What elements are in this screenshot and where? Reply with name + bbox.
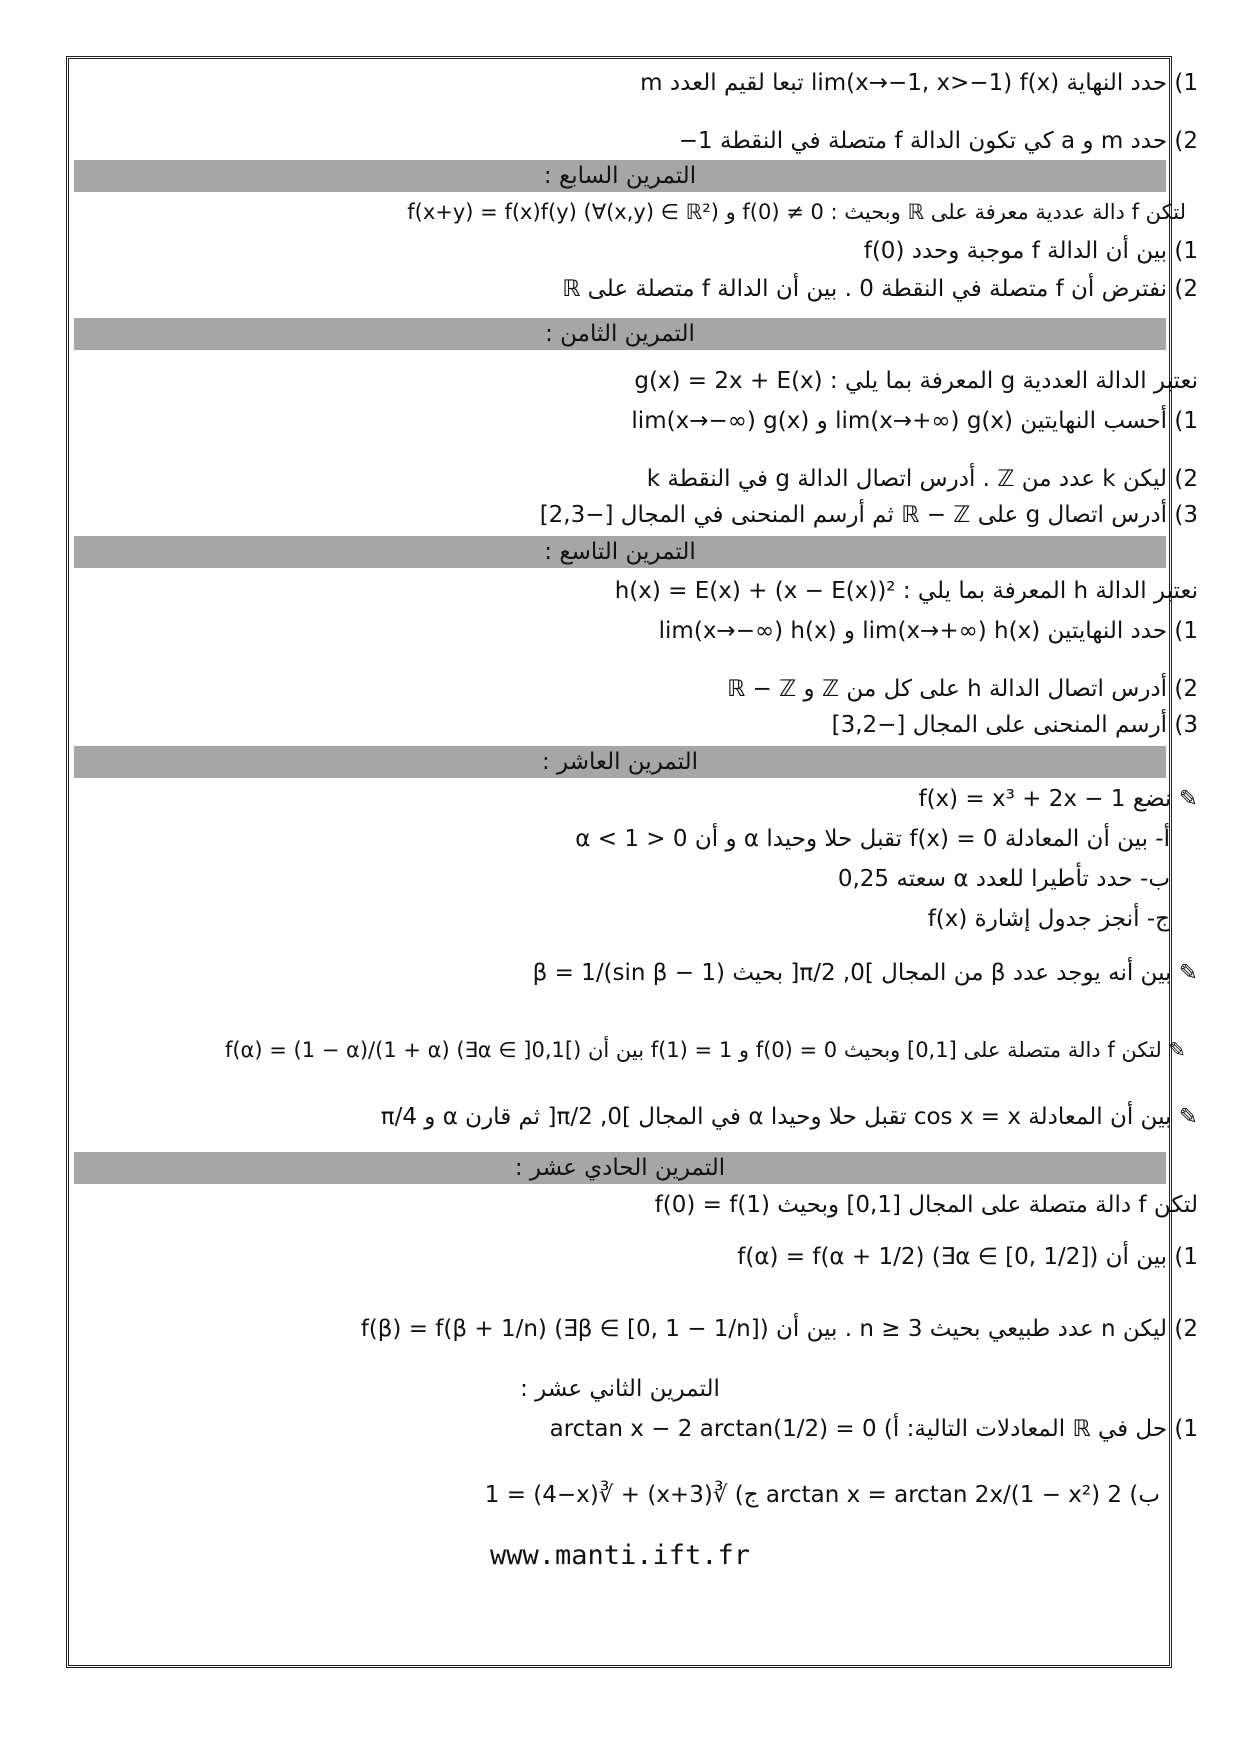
exercise-7-q2: 2) نفترض أن f متصلة في النقطة 0 . بين أن الدالة f متصلة على ℝ bbox=[562, 276, 1198, 302]
exercise-11-q1: 1) بين أن f(α) = f(α + 1/2) (∃α ∈ [0, 1/2]) bbox=[737, 1244, 1198, 1270]
exercise-11-title: التمرين الحادي عشر : bbox=[514, 1155, 726, 1181]
exercise-7-statement: لتكن f دالة عددية معرفة على ℝ وبحيث : f(0) ≠ 0 و f(x+y) = f(x)f(y) (∀(x,y) ∈ ℝ²) bbox=[407, 200, 1186, 224]
exercise-10-part3: ✎ لتكن f دالة متصلة على [0,1] وبحيث f(0) = 0 و f(1) = 1 بين أن f(α) = (1 − α)/(1 + α) (∃α ∈ ]0,1[) bbox=[224, 1038, 1186, 1062]
exercise-8-q3: 3) أدرس اتصال g على ℝ − ℤ ثم أرسم المنحنى في المجال [−2,3] bbox=[539, 502, 1198, 528]
exercise-11-q2: 2) ليكن n عدد طبيعي بحيث n ≥ 3 . بين أن f(β) = f(β + 1/n) (∃β ∈ [0, 1 − 1/n]) bbox=[360, 1316, 1198, 1342]
exercise-12-title: التمرين الثاني عشر : bbox=[520, 1376, 720, 1402]
exercise-8-statement: نعتبر الدالة العددية g المعرفة بما يلي : g(x) = 2x + E(x) bbox=[634, 368, 1198, 394]
exercise-10-part1: ✎ نضع f(x) = x³ + 2x − 1 bbox=[918, 786, 1198, 812]
exercise-6-q1: 1) حدد النهاية lim(x→−1, x>−1) f(x) تبعا لقيم العدد m bbox=[640, 70, 1198, 96]
exercise-7-header-bar bbox=[74, 160, 1166, 192]
exercise-12-q1-bc: ب) 2 arctan x = arctan 2x/(1 − x²) ج) ∛(x+3) + ∛(4−x) = 1 bbox=[484, 1482, 1160, 1508]
exercise-8-q2: 2) ليكن k عدد من ℤ . أدرس اتصال الدالة g في النقطة k bbox=[646, 466, 1198, 492]
exercise-8-header-bar bbox=[74, 318, 1166, 350]
exercise-12-q1: 1) حل في ℝ المعادلات التالية: أ) arctan x − 2 arctan(1/2) = 0 bbox=[549, 1416, 1198, 1442]
website-url[interactable]: www.manti.ift.fr bbox=[489, 1540, 751, 1571]
exercise-9-header-bar bbox=[74, 536, 1166, 568]
exercise-11-statement: لتكن f دالة متصلة على المجال [0,1] وبحيث f(0) = f(1) bbox=[654, 1192, 1198, 1218]
exercise-9-q1: 1) حدد النهايتين lim(x→+∞) h(x) و lim(x→−∞) h(x) bbox=[658, 618, 1198, 644]
exercise-9-title: التمرين التاسع : bbox=[544, 539, 696, 565]
exercise-6-q2: 2) حدد m و a كي تكون الدالة f متصلة في النقطة 1− bbox=[678, 128, 1198, 154]
exercise-10-part2: ✎ بين أنه يوجد عدد β من المجال ]0, π/2[ بحيث (1 − sin β)/β = 1 bbox=[532, 960, 1198, 986]
exercise-10-title: التمرين العاشر : bbox=[541, 749, 699, 775]
exercise-8-q1: 1) أحسب النهايتين lim(x→+∞) g(x) و lim(x→−∞) g(x) bbox=[631, 408, 1198, 434]
exercise-8-title: التمرين الثامن : bbox=[545, 321, 695, 347]
exercise-10-header-bar bbox=[74, 746, 1166, 778]
exercise-9-q2: 2) أدرس اتصال الدالة h على كل من ℤ و ℝ − ℤ bbox=[727, 676, 1198, 702]
exercise-9-q3: 3) أرسم المنحنى على المجال [−3,2] bbox=[831, 712, 1198, 738]
exercise-9-statement: نعتبر الدالة h المعرفة بما يلي : h(x) = E(x) + (x − E(x))² bbox=[614, 578, 1198, 604]
exercise-10-part1-c: ج- أنجز جدول إشارة f(x) bbox=[927, 906, 1170, 932]
exercise-10-part1-b: ب- حدد تأطيرا للعدد α سعته 0,25 bbox=[837, 866, 1170, 892]
exercise-11-header-bar bbox=[74, 1152, 1166, 1184]
exercise-7-q1: 1) بين أن الدالة f موجبة وحدد f(0) bbox=[863, 238, 1198, 264]
exercise-7-title: التمرين السابع : bbox=[543, 163, 697, 189]
exercise-10-part1-a: أ- بين أن المعادلة f(x) = 0 تقبل حلا وحيدا α و أن 0 < α < 1 bbox=[575, 826, 1170, 852]
exercise-10-part4: ✎ بين أن المعادلة cos x = x تقبل حلا وحيدا α في المجال ]0, π/2[ ثم قارن α و π/4 bbox=[380, 1104, 1198, 1130]
